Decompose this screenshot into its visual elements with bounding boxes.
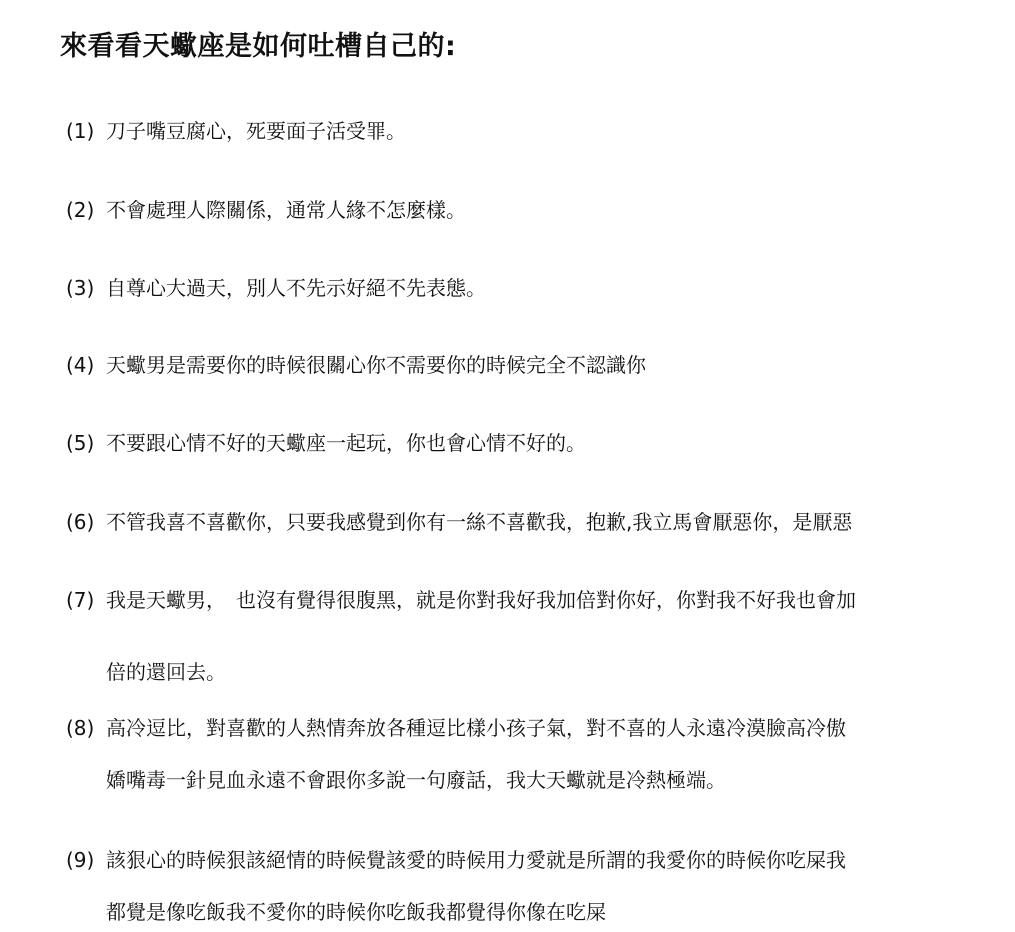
item-text-continued: 嬌嘴毒一針見血永遠不會跟你多說一句廢話，我大天蠍就是冷熱極端。 <box>106 768 726 792</box>
item-number: (3) <box>66 276 95 300</box>
list-item <box>66 345 991 385</box>
list-item <box>66 840 991 932</box>
item-number: (8) <box>66 716 95 740</box>
list-item <box>66 580 991 692</box>
item-text: 我是天蠍男， 也沒有覺得很腹黑，就是你對我好我加倍對你好，你對我不好我也會加 <box>106 588 856 612</box>
item-text: 高冷逗比，對喜歡的人熱情奔放各種逗比樣小孩子氣，對不喜的人永遠冷漠臉高冷傲 <box>106 716 846 740</box>
item-text-continued: 倍的還回去。 <box>106 660 226 684</box>
list-item <box>66 190 991 230</box>
list-item <box>66 111 991 151</box>
item-text: 不要跟心情不好的天蠍座一起玩，你也會心情不好的。 <box>106 431 586 455</box>
item-number: (5) <box>66 431 95 455</box>
item-text: 刀子嘴豆腐心，死要面子活受罪。 <box>106 119 406 143</box>
page-title: 來看看天蠍座是如何吐槽自己的: <box>60 31 457 62</box>
item-text: 自尊心大過天，別人不先示好絕不先表態。 <box>106 276 486 300</box>
item-number: (7) <box>66 588 95 612</box>
item-number: (9) <box>66 848 95 872</box>
list-item <box>66 268 991 308</box>
item-text: 該狠心的時候狠該絕情的時候覺該愛的時候用力愛就是所謂的我愛你的時候你吃屎我 <box>106 848 846 872</box>
item-number: (4) <box>66 353 95 377</box>
item-text: 不會處理人際關係，通常人緣不怎麼樣。 <box>106 198 466 222</box>
list-item <box>66 423 991 463</box>
item-text-continued: 都覺是像吃飯我不愛你的時候你吃飯我都覺得你像在吃屎 <box>106 900 606 924</box>
item-number: (6) <box>66 510 95 534</box>
item-number: (1) <box>66 119 95 143</box>
list-item <box>66 502 991 542</box>
item-text: 不管我喜不喜歡你，只要我感覺到你有一絲不喜歡我，抱歉,我立馬會厭惡你，是厭惡 <box>106 510 853 534</box>
list-item <box>66 708 991 800</box>
item-number: (2) <box>66 198 95 222</box>
item-text: 天蠍男是需要你的時候很關心你不需要你的時候完全不認識你 <box>106 353 646 377</box>
